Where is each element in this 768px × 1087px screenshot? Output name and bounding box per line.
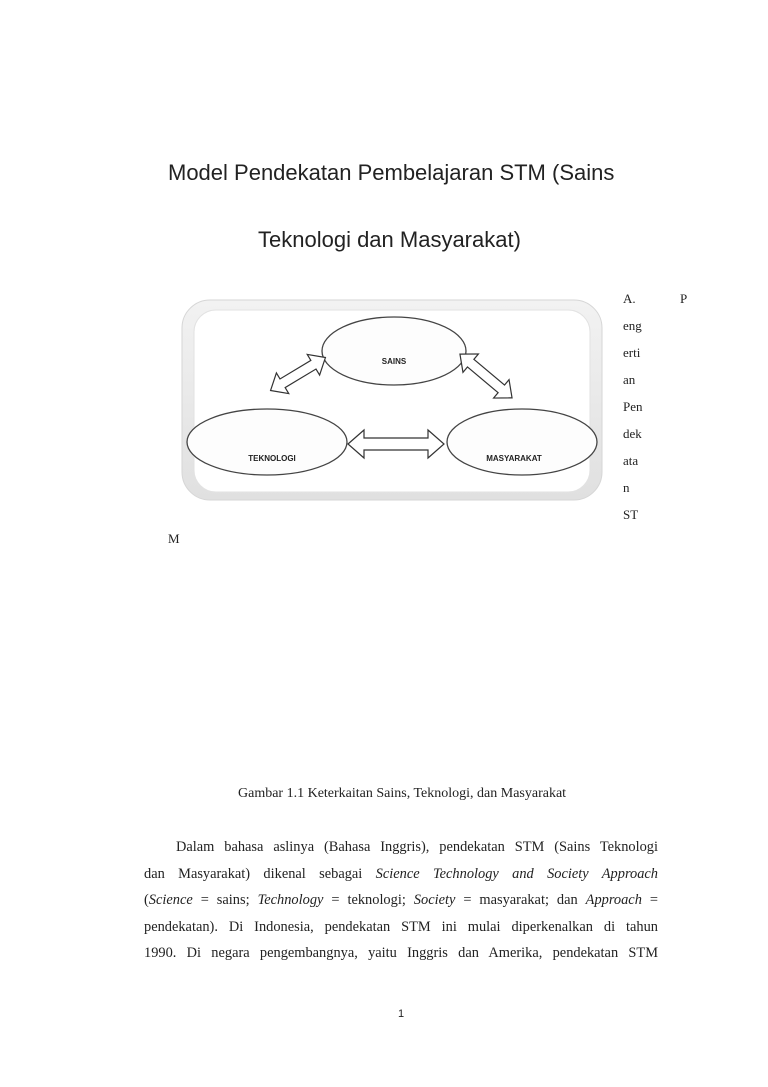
side-fragment: ST: [623, 507, 639, 522]
side-fragment: P: [680, 291, 688, 306]
teknologi-label: TEKNOLOGI: [248, 454, 296, 463]
paragraph-line: (Science = sains; Technology = teknologi; Society = masyarakat; dan Approach =: [144, 892, 658, 909]
sains-label: SAINS: [381, 357, 407, 366]
stm-diagram: [180, 296, 605, 506]
teknologi-node: [187, 409, 347, 475]
title-line-1: Model Pendekatan Pembelajaran STM (Sains: [168, 160, 615, 185]
sains-node: [322, 317, 466, 385]
paragraph-line: Dalam bahasa aslinya (Bahasa Inggris), pendekatan STM (Sains Teknologi: [176, 839, 658, 855]
side-fragment: Pen: [623, 399, 643, 414]
title-line-2: Teknologi dan Masyarakat): [258, 227, 521, 252]
masyarakat-node: [447, 409, 597, 475]
paragraph-line: pendekatan). Di Indonesia, pendekatan STM ini mulai diperkenalkan di tahun: [144, 918, 658, 935]
side-fragment: n: [623, 480, 630, 495]
side-fragment: A.: [623, 291, 636, 306]
page-number: 1: [398, 1008, 405, 1020]
masyarakat-label: MASYARAKAT: [486, 454, 542, 463]
side-fragment: erti: [623, 345, 641, 360]
paragraph-line: 1990. Di negara pengembangnya, yaitu Inggris dan Amerika, pendekatan STM: [144, 945, 658, 962]
side-fragment: eng: [623, 318, 642, 333]
side-fragment: dek: [623, 426, 642, 441]
side-fragment: M: [168, 531, 180, 546]
body-paragraph: [144, 834, 658, 967]
paragraph-line: dan Masyarakat) dikenal sebagai Science Technology and Society Approach: [144, 865, 658, 882]
side-fragment: an: [623, 372, 636, 387]
side-fragment: ata: [623, 453, 639, 468]
